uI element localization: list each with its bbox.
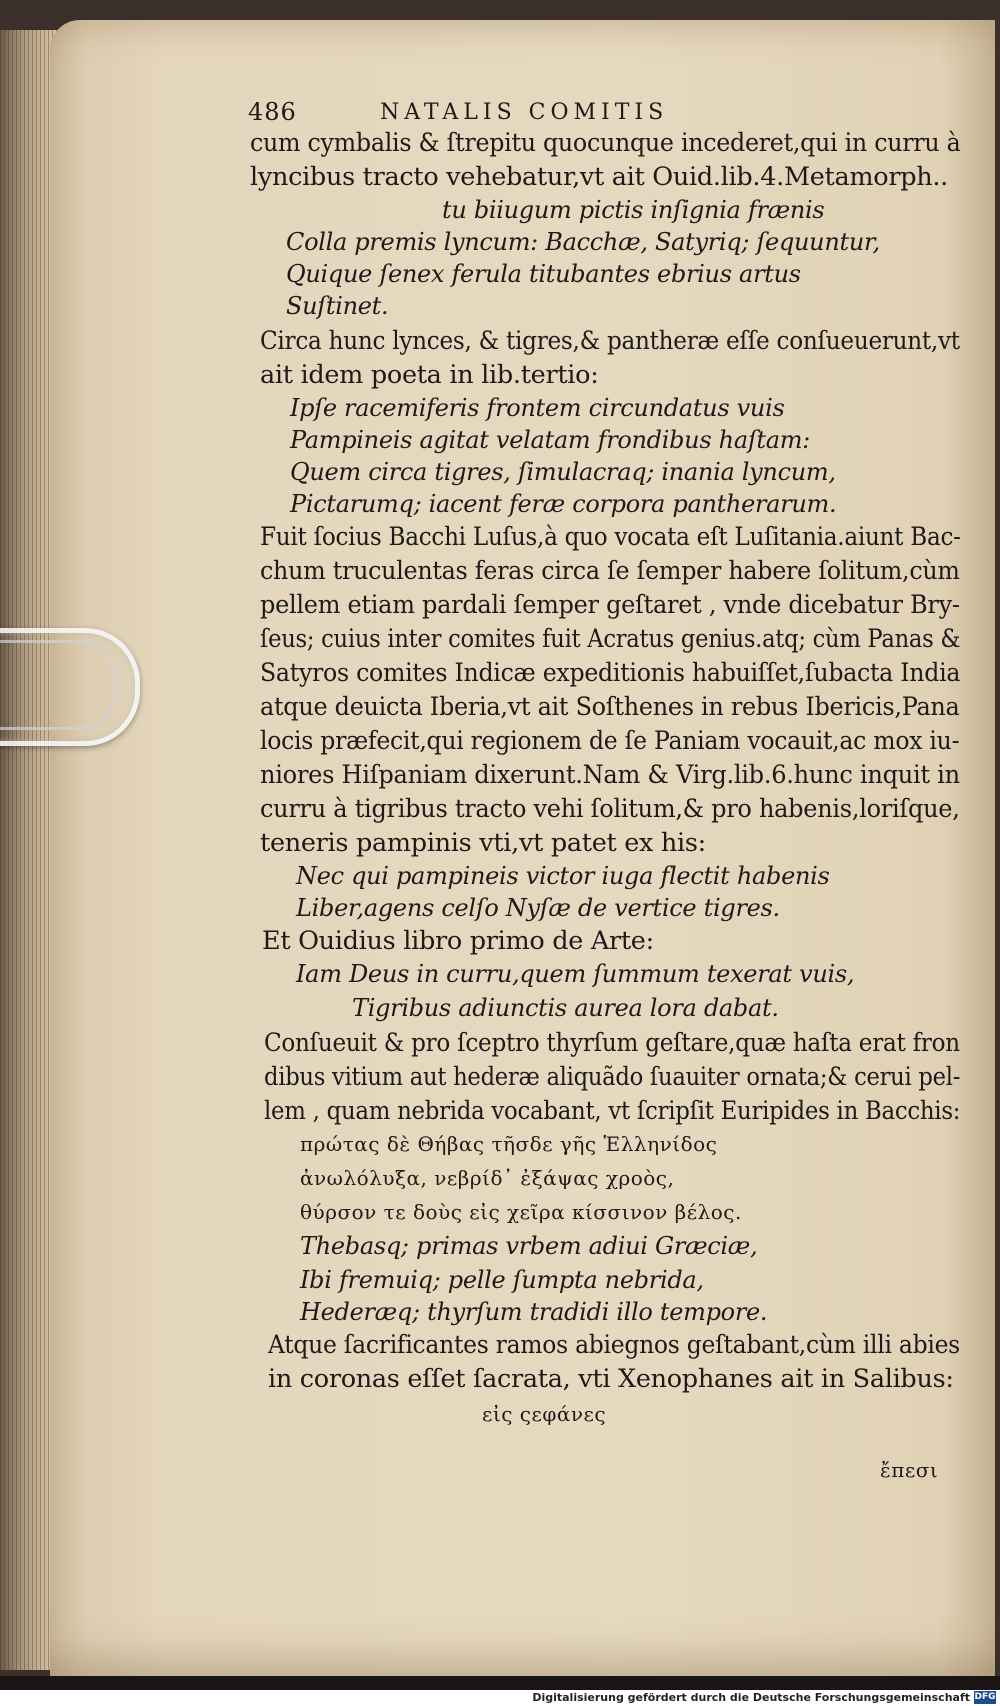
verse-line: Quique ſenex ferula titubantes ebrius artus	[286, 260, 801, 288]
verse-line: Hederæq; thyrſum tradidi illo tempore.	[300, 1298, 768, 1326]
greek-line: ἀνωλόλυξα, νεβρίδ᾽ ἐξάψας χροὸς,	[300, 1166, 675, 1190]
text-line: ſeus; cuius inter comites fuit Acratus genius.atq; cùm Panas &	[260, 624, 961, 654]
text-line: teneris pampinis vti,vt patet ex his:	[260, 828, 706, 858]
text-line: lem , quam nebrida vocabant, vt ſcripſit Euripides in Bacchis:	[264, 1096, 961, 1126]
text-line: in coronas eſſet ſacrata, vti Xenophanes ait in Salibus:	[268, 1364, 954, 1394]
verse-line: Thebasq; primas vrbem adiui Græciæ,	[300, 1232, 758, 1260]
verse-line: Nec qui pampineis victor iuga flectit habenis	[296, 862, 830, 890]
text-line: chum truculentas feras circa ſe ſemper habere ſolitum,cùm	[260, 556, 960, 586]
text-line: cum cymbalis & ſtrepitu quocunque incederet,qui in curru à	[250, 128, 961, 158]
verse-line: Colla premis lyncum: Bacchæ, Satyriq; ſequuntur,	[286, 228, 880, 256]
verse-line: Liber,agens celſo Nyſæ de vertice tigres.	[296, 894, 780, 922]
text-line: Conſueuit & pro ſceptro thyrſum geſtare,quæ haſta erat fron	[264, 1028, 960, 1058]
text-line: Satyros comites Indicæ expeditionis habuiſſet,ſubacta India	[260, 658, 961, 688]
catchword: ἔπεσι	[880, 1458, 939, 1482]
greek-line: πρώτας δὲ Θήβας τῆσδε γῆς Ἑλληνίδος	[300, 1132, 718, 1156]
text-line: Atque ſacrificantes ramos abiegnos geſtabant,cùm illi abies	[268, 1330, 960, 1360]
verse-line: tu biiugum pictis inſignia frænis	[442, 196, 825, 224]
text-line: lyncibus tracto vehebatur,vt ait Ouid.lib.4.Metamorph..	[250, 162, 948, 192]
verse-line: Tigribus adiunctis aurea lora dabat.	[352, 994, 779, 1022]
scan-border	[0, 1676, 1000, 1690]
text-line: niores Hiſpaniam dixerunt.Nam & Virg.lib.6.hunc inquit in	[260, 760, 960, 790]
dfg-logo: DFG	[974, 1692, 996, 1702]
verse-line: Iam Deus in curru,quem ſummum texerat vuis,	[296, 960, 855, 988]
footer-credit: Digitalisierung gefördert durch die Deutsche Forschungsgemeinschaft	[532, 1691, 970, 1704]
verse-line: Suſtinet.	[286, 292, 389, 320]
text-line: pellem etiam pardali ſemper geſtaret , vnde dicebatur Bry-	[260, 590, 960, 620]
text-line: Fuit ſocius Bacchi Luſus,à quo vocata eſt Luſitania.aiunt Bac-	[260, 522, 961, 552]
greek-line: θύρσον τε δοὺς εἰς χεῖρα κίσσινον βέλος.	[300, 1200, 742, 1224]
verse-line: Pampineis agitat velatam frondibus haſtam:	[290, 426, 811, 454]
page-number: 486	[248, 98, 297, 126]
text-line: locis præfecit,qui regionem de ſe Paniam vocauit,ac mox iu-	[260, 726, 960, 756]
text-line: atque deuicta Iberia,vt ait Soſthenes in rebus Ibericis,Pana	[260, 692, 960, 722]
verse-line: Ipſe racemiferis frontem circundatus vuis	[290, 394, 785, 422]
text-line: ait idem poeta in lib.tertio:	[260, 360, 599, 390]
text-line: dibus vitium aut hederæ aliquãdo ſuauiter ornata;& cerui pel-	[264, 1062, 961, 1092]
text-line: curru à tigribus tracto vehi ſolitum,& pro habenis,loriſque,	[260, 794, 960, 824]
verse-line: Pictarumq; iacent feræ corpora pantherarum.	[290, 490, 837, 518]
text-line: Et Ouidius libro primo de Arte:	[262, 926, 654, 956]
text-line: Circa hunc lynces, & tigres,& pantheræ eſſe conſueuerunt,vt	[260, 326, 960, 356]
verse-line: Ibi fremuiq; pelle ſumpta nebrida,	[300, 1266, 704, 1294]
running-title: NATALIS COMITIS	[380, 100, 669, 125]
verse-line: Quem circa tigres, ſimulacraq; inania lyncum,	[290, 458, 836, 486]
greek-line: εἰς ςεφάνες	[482, 1402, 607, 1426]
bookmark-clip-inner	[0, 640, 118, 730]
footer-bar	[0, 1690, 1000, 1706]
